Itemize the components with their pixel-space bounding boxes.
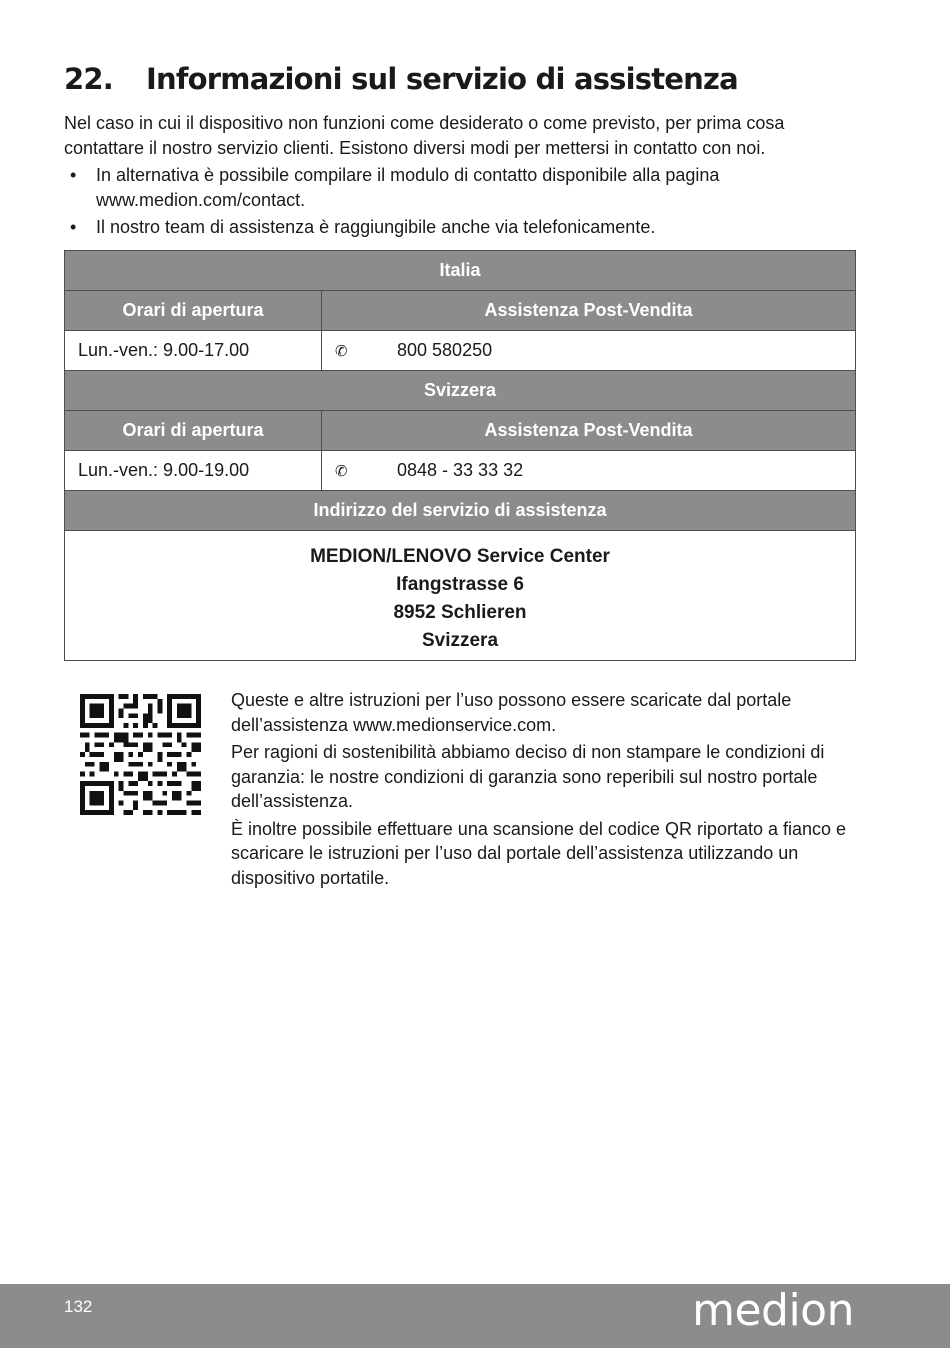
address-line: Ifangstrasse 6 <box>396 574 524 595</box>
list-item-text: Il nostro team di assistenza è raggiungibile anche via telefonicamente. <box>96 217 656 237</box>
footer-bar <box>0 1284 950 1348</box>
page-number: 132 <box>64 1297 93 1316</box>
phone-number-italy: 800 580250 <box>397 340 493 360</box>
opening-hours-switzerland: Lun.-ven.: 9.00-19.00 <box>65 451 322 491</box>
info-paragraph: È inoltre possibile effettuare una scansione del codice QR riportato a fianco e scaricare le istruzioni per l’uso dal portale dell’assistenza utilizzando un dispositivo portatile. <box>231 818 847 888</box>
column-header-hours: Orari di apertura <box>65 411 322 451</box>
table-row <box>65 291 856 331</box>
list-item-text: In alternativa è possibile compilare il modulo di contatto disponibile alla pagina www.medion.com/contact. <box>96 165 720 210</box>
contact-methods-list <box>64 163 864 243</box>
medion-logo: medion <box>692 1285 854 1336</box>
phone-cell-switzerland <box>322 451 856 491</box>
column-header-hours: Orari di apertura <box>65 291 322 331</box>
column-header-support: Assistenza Post-Vendita <box>322 291 856 331</box>
table-row <box>65 251 856 291</box>
country-header-italy: Italia <box>65 251 856 291</box>
qr-code-icon <box>80 694 201 815</box>
table-row <box>65 451 856 491</box>
address-line: 8952 Schlieren <box>393 602 527 623</box>
opening-hours-italy: Lun.-ven.: 9.00-17.00 <box>65 331 322 371</box>
list-item <box>64 163 864 212</box>
manual-download-info <box>231 688 851 893</box>
table-row <box>65 371 856 411</box>
phone-number-switzerland: 0848 - 33 33 32 <box>397 460 524 480</box>
section-heading <box>64 62 738 96</box>
bullet-icon: • <box>70 165 77 185</box>
address-line: Svizzera <box>421 630 499 651</box>
section-title: Informazioni sul servizio di assistenza <box>146 62 738 96</box>
table-row <box>65 331 856 371</box>
intro-paragraph: Nel caso in cui il dispositivo non funzioni come desiderato o come previsto, per prima cosa contattare il nostro servizio clienti. Esistono diversi modi per mettersi in contatto con noi. <box>64 113 785 158</box>
info-paragraph: Per ragioni di sostenibilità abbiamo deciso di non stampare le condizioni di garanzia: le nostre condizioni di garanzia sono reperibili sul nostro portale dell’assistenza. <box>231 742 825 811</box>
column-header-support: Assistenza Post-Vendita <box>322 411 856 451</box>
country-header-switzerland: Svizzera <box>65 371 856 411</box>
table-row <box>65 531 856 661</box>
bullet-icon: • <box>70 217 77 237</box>
list-item <box>64 215 864 240</box>
phone-icon: ✆ <box>335 343 348 360</box>
service-address <box>65 531 856 661</box>
table-row <box>65 491 856 531</box>
info-paragraph: Queste e altre istruzioni per l’uso possono essere scaricate dal portale dell’assistenza www.medionservice.com. <box>231 690 792 735</box>
service-contact-table <box>64 250 856 661</box>
phone-cell-italy <box>322 331 856 371</box>
phone-icon: ✆ <box>335 463 348 480</box>
address-header: Indirizzo del servizio di assistenza <box>65 491 856 531</box>
table-row <box>65 411 856 451</box>
section-number: 22. <box>64 62 113 96</box>
address-line: MEDION/LENOVO Service Center <box>310 546 610 567</box>
